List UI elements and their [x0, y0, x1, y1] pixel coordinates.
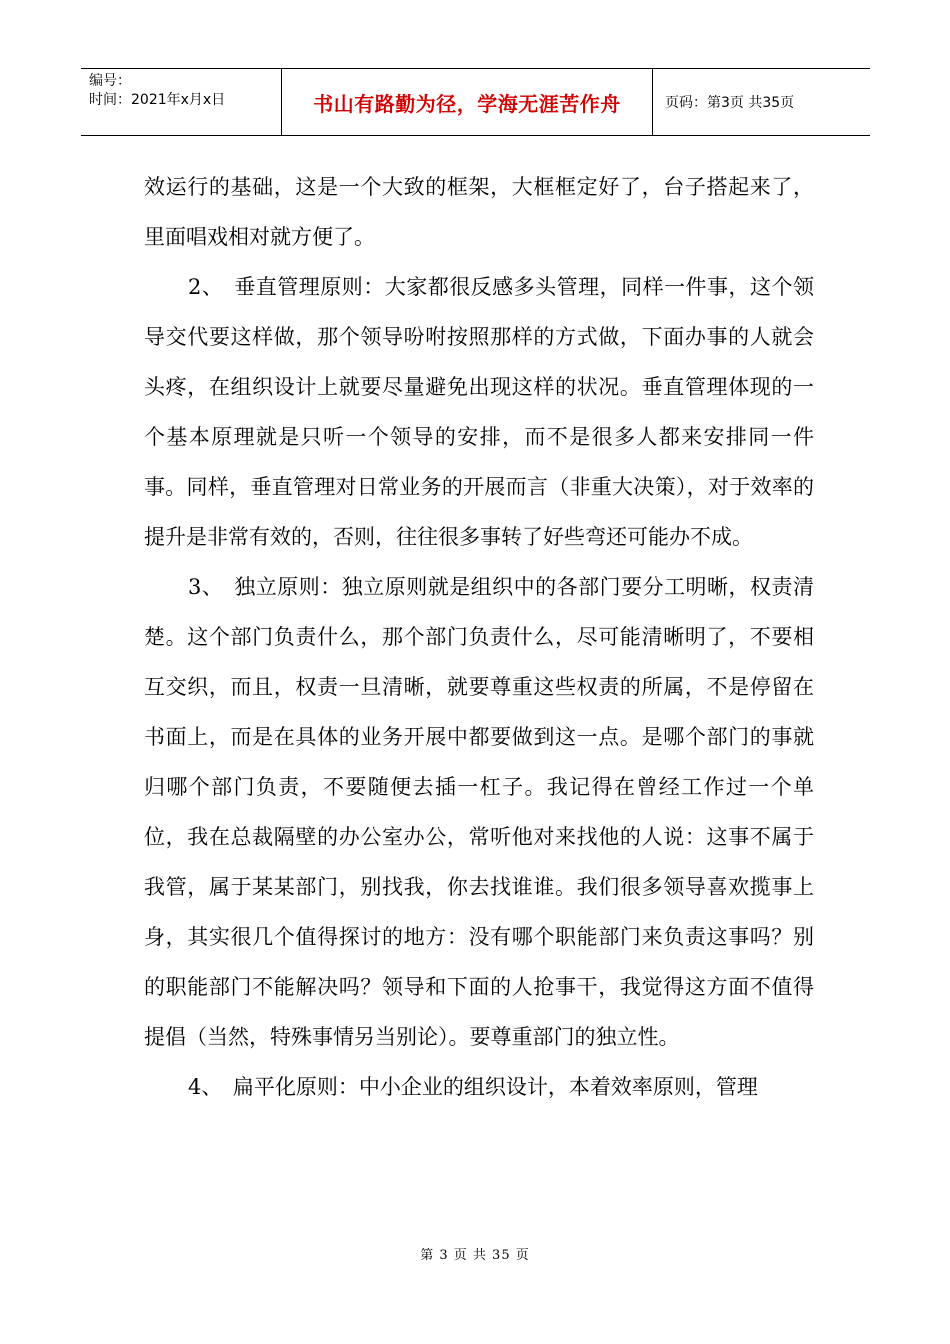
document-date-label: 时间：2021年x月x日 [89, 92, 226, 108]
page-footer: 第 3 页 共 35 页 [420, 1248, 530, 1263]
header-motto: 书山有路勤为径，学海无涯苦作舟 [313, 91, 621, 116]
document-number-label: 编号： [89, 73, 131, 89]
header-page-info: 页码：第3页 共35页 [665, 95, 795, 111]
page-header [81, 68, 870, 136]
header-meta-cell [81, 69, 282, 135]
paragraph-flat-structure: 4、 扁平化原则：中小企业的组织设计，本着效率原则，管理 [188, 1075, 758, 1099]
paragraph-continuation: 效运行的基础，这是一个大致的框架，大框框定好了，台子搭起来了，里面唱戏相对就方便了。 [144, 175, 814, 249]
header-page-cell [653, 69, 870, 135]
paragraph-independence: 3、 独立原则：独立原则就是组织中的各部门要分工明晰，权责清楚。这个部门负责什么，那个部门负责什么，尽可能清晰明了，不要相互交织，而且，权责一旦清晰，就要尊重这些权责的所属，不是停留在书面上，而是在具体的业务开展中都要做到这一点。是哪个部门的事就归哪个部门负责，不要随便去插一杠子。我记得在曾经工作过一个单位，我在总裁隔壁的办公室办公，常听他对来找他的人说：这事不属于我管，属于某某部门，别找我，你去找谁谁。我们很多领导喜欢揽事上身，其实很几个值得探讨的地方：没有哪个职能部门来负责这事吗？别的职能部门不能解决吗？领导和下面的人抢事干，我觉得这方面不值得提倡（当然，特殊事情另当别论）。要尊重部门的独立性。 [144, 575, 814, 1049]
header-motto-cell [282, 69, 653, 135]
paragraph-vertical-management: 2、 垂直管理原则：大家都很反感多头管理，同样一件事，这个领导交代要这样做，那个领导吩咐按照那样的方式做，下面办事的人就会头疼，在组织设计上就要尽量避免出现这样的状况。垂直管理体现的一个基本原理就是只听一个领导的安排，而不是很多人都来安排同一件事。同样，垂直管理对日常业务的开展而言（非重大决策），对于效率的提升是非常有效的，否则，往往很多事转了好些弯还可能办不成。 [144, 275, 814, 549]
document-body [144, 162, 814, 1112]
